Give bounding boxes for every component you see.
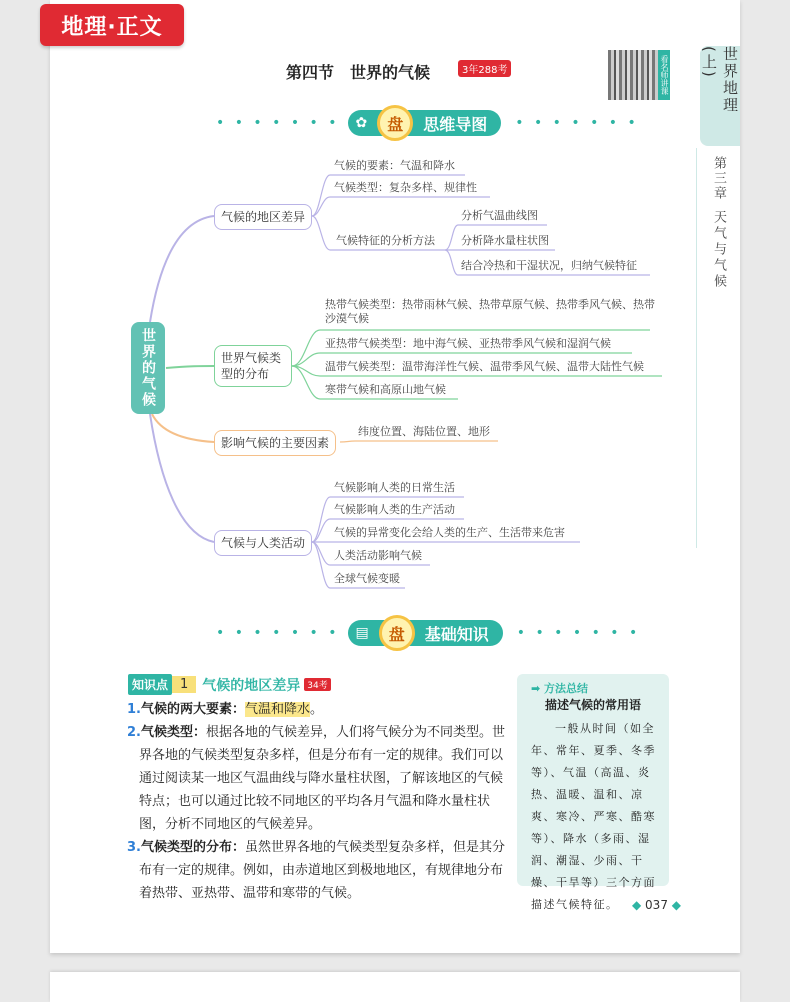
leaf-temp-curve: 分析气温曲线图 [461, 209, 538, 222]
leaf-analysis-method: 气候特征的分析方法 [336, 234, 435, 247]
point-2 [127, 721, 505, 836]
node-distribution: 世界气候类型的分布 [214, 345, 292, 387]
leaf-subtropical: 亚热带气候类型：地中海气候、亚热带季风气候和湿润气候 [325, 337, 611, 350]
kp-badge: 34考 [304, 678, 330, 691]
arrow-icon: ➡ [531, 682, 545, 695]
point-end: 。 [310, 702, 324, 717]
point-1 [127, 698, 505, 721]
node-factors: 影响气候的主要因素 [214, 430, 336, 456]
tip-header-text: 方法总结 [544, 682, 589, 695]
pan-badge: 盘 [377, 105, 413, 141]
banner-label: 基础知识 [424, 624, 489, 644]
document-icon: ▤ [355, 625, 369, 641]
point-key: 气候的两大要素： [140, 702, 245, 717]
kp-title: 气候的地区差异 [202, 677, 301, 694]
section-title: 第四节 世界的气候 [286, 63, 431, 82]
leaf-temperate: 温带气候类型：温带海洋性气候、温带季风气候、温带大陆性气候 [325, 360, 644, 373]
mindmap-root: 世界的气候 [131, 322, 165, 414]
leaf-human-impact: 人类活动影响气候 [334, 549, 422, 562]
point-number: 3. [127, 840, 141, 855]
point-text: 虽然世界各地的气候类型复杂多样，但是其分布有一定的规律。例如，由赤道地区到极地地区，有规律地分布着热带、亚热带、温带和寒带的气候。 [139, 840, 506, 901]
node-human-activity: 气候与人类活动 [214, 530, 312, 556]
point-number: 2. [127, 725, 141, 740]
leaf-warming: 全球气候变暖 [334, 572, 400, 585]
leaf-production: 气候影响人类的生产活动 [334, 503, 455, 516]
leaf-frigid: 寒带气候和高原山地气候 [325, 383, 446, 396]
leaf-precip-bar: 分析降水量柱状图 [461, 234, 549, 247]
subject-tag: 地理·正文 [40, 4, 184, 46]
leaf-daily-life: 气候影响人类的日常生活 [334, 481, 455, 494]
node-regional-difference: 气候的地区差异 [214, 204, 312, 230]
page-number: ◆ 037 ◆ [632, 898, 681, 912]
leaf-summarize: 结合冷热和干湿状况，归纳气候特征 [461, 259, 637, 272]
tip-body: 一般从时间（如全年、常年、夏季、冬季等）、气温（高温、炎热、温暖、温和、凉爽、寒冷、严寒、酷寒等）、降水（多雨、湿润、潮湿、少雨、干燥、干旱等）三个方面描述气候特征。 [531, 722, 656, 911]
leaf-elements: 气候的要素：气温和降水 [334, 159, 455, 172]
tip-subtitle: 描述气候的常用语 [544, 698, 641, 712]
leaf-anomaly: 气候的异常变化会给人类的生产、生活带来危害 [334, 526, 565, 539]
tip-text [531, 718, 661, 916]
chapter-number: 第三章 [711, 156, 726, 201]
knowledge-point-header [128, 674, 331, 695]
knowledge-body [127, 698, 505, 905]
kp-number: 1 [172, 676, 196, 693]
dots-left: • • • • • • • [216, 625, 340, 641]
page-number-text: 037 [645, 898, 668, 912]
leaf-types: 气候类型：复杂多样、规律性 [334, 181, 477, 194]
point-3 [127, 836, 505, 905]
leaf-tropical: 热带气候类型：热带雨林气候、热带草原气候、热带季风气候、热带沙漠气候 [325, 298, 655, 325]
point-text: 根据各地的气候差异，人们将气候分为不同类型。世界各地的气候类型复杂多样，但是分布有一定的规律。我们可以通过阅读某一地区气温曲线与降水量柱状图，了解该地区的气候特点；也可以通过比较不同地区的平均各月气温和降水量柱状图，分析不同地区的气候差异。 [139, 725, 506, 832]
book-tab: 世界地理(上) [700, 46, 740, 146]
chapter-title: 天气与气候 [711, 210, 726, 290]
clover-icon: ✿ [355, 115, 368, 131]
qr-label: 看名师讲课 [658, 50, 670, 100]
tip-header [531, 680, 588, 696]
point-key: 气候类型的分布： [140, 840, 245, 855]
pan-badge: 盘 [379, 615, 415, 651]
point-key: 气候类型： [140, 725, 206, 740]
exam-count-badge: 3年288考 [458, 60, 511, 77]
banner-label: 思维导图 [423, 114, 488, 134]
leaf-factors: 纬度位置、海陆位置、地形 [358, 425, 490, 438]
dots-right: • • • • • • • [516, 625, 641, 641]
kp-label: 知识点 [128, 674, 172, 695]
point-number: 1. [127, 702, 141, 717]
dots-right: • • • • • • • [515, 115, 639, 131]
highlight: 气温和降水 [245, 702, 311, 717]
dots-left: • • • • • • • [216, 115, 340, 131]
